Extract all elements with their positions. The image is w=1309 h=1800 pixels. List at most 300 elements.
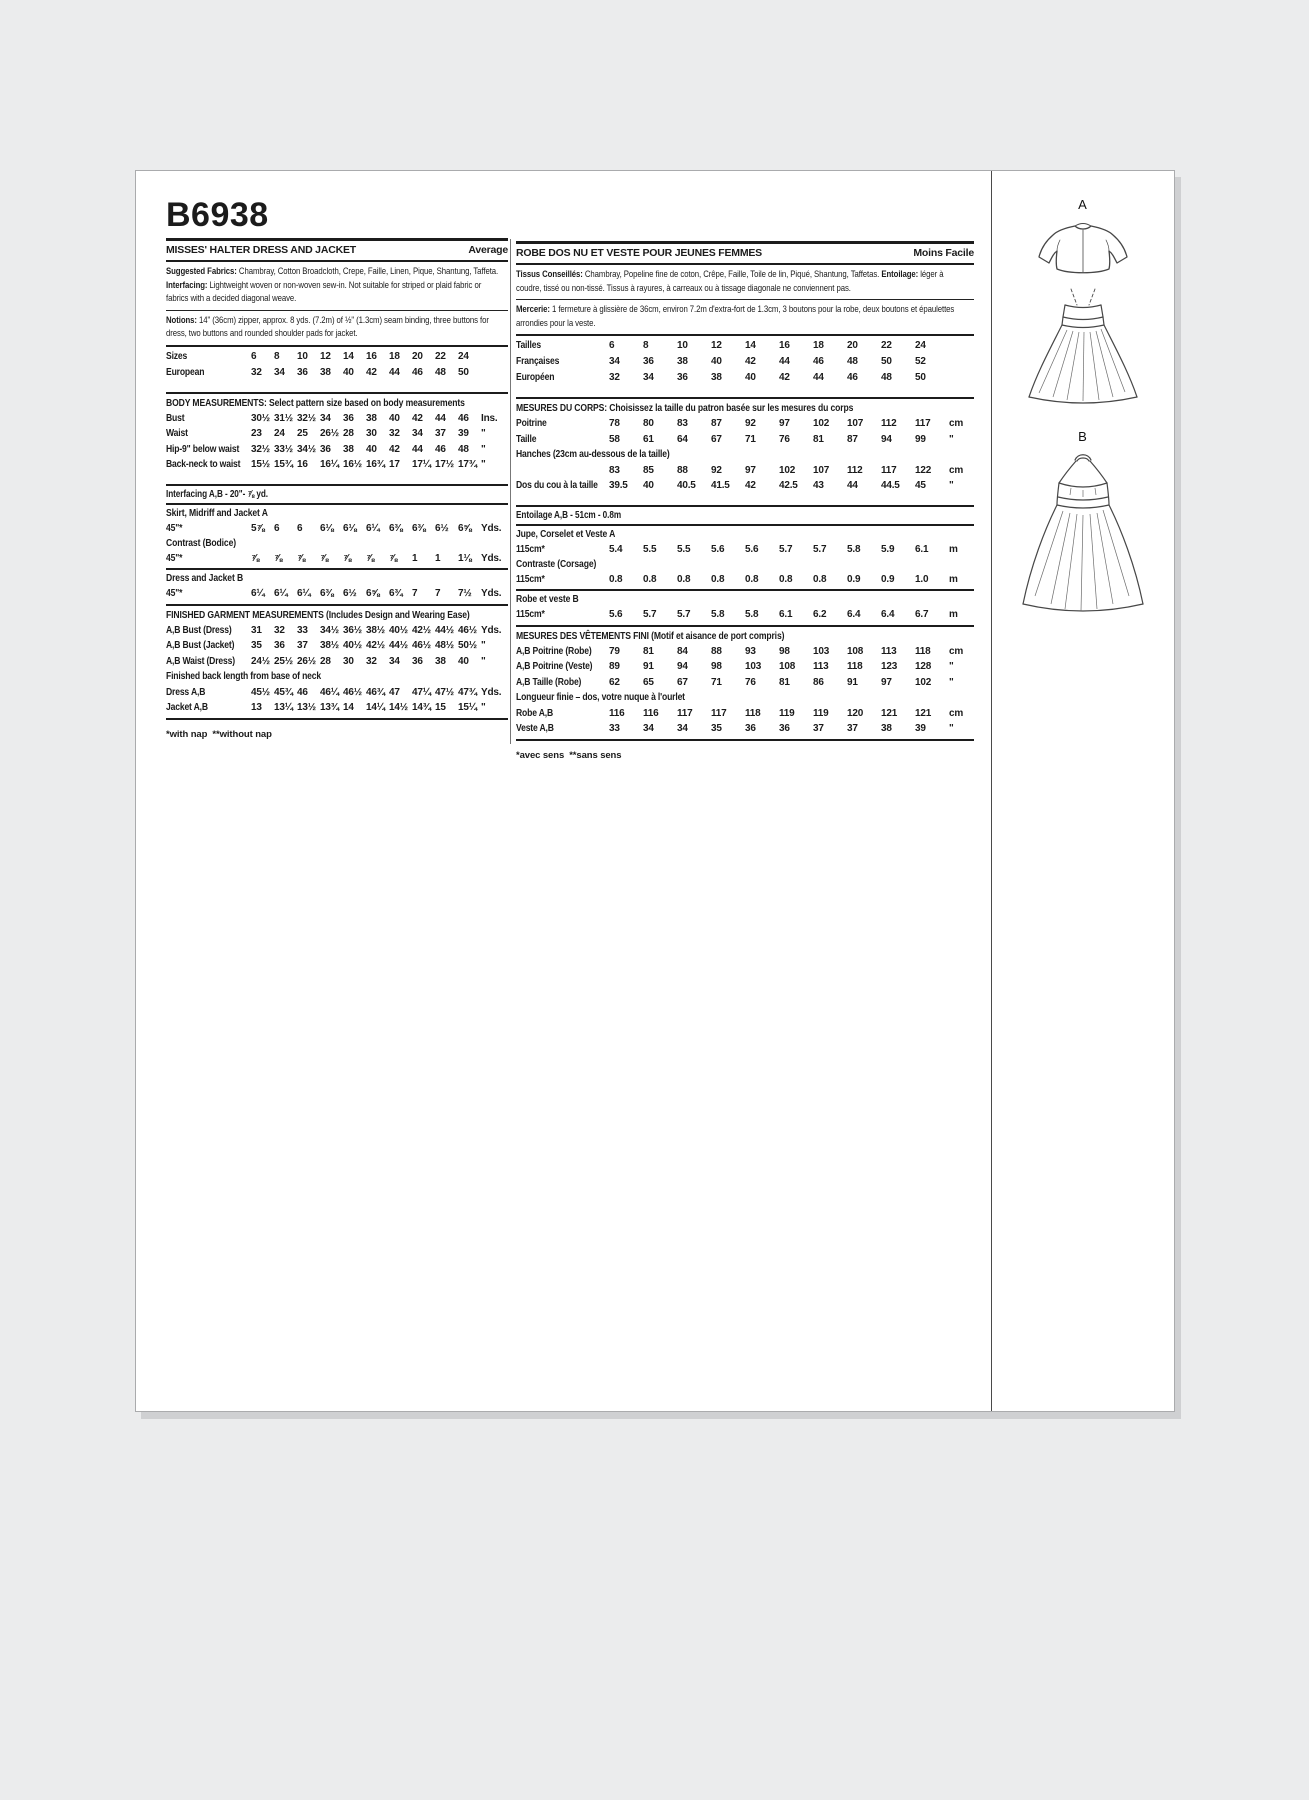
- nap-footnote-en: *with nap **without nap: [166, 728, 272, 740]
- table-row: [166, 349, 508, 365]
- cell-value: 13½: [297, 702, 316, 713]
- cell-value: 10: [297, 350, 308, 362]
- cell-value: 37: [847, 723, 858, 734]
- cell-value: 0.9: [881, 573, 895, 585]
- cell-value: 16: [297, 459, 308, 470]
- unit-cell: ": [949, 676, 954, 688]
- english-title-row: [166, 243, 508, 258]
- cell-value: 39: [458, 428, 469, 439]
- cell-value: 24: [915, 340, 926, 351]
- row-label: A,B Poitrine (Robe): [516, 645, 592, 657]
- cell-value: 46: [297, 686, 308, 698]
- cell-value: 45¾: [274, 686, 293, 698]
- cell-value: 34: [274, 366, 285, 378]
- row-label: Tailles: [516, 340, 541, 351]
- cell-value: 36: [297, 366, 308, 378]
- cell-value: 118: [847, 661, 863, 672]
- cell-value: 8: [643, 340, 649, 351]
- cell-value: 44: [813, 372, 824, 383]
- cell-value: 1: [435, 552, 441, 564]
- cell-value: 34: [412, 428, 423, 439]
- unit-cell: cm: [949, 645, 964, 657]
- cell-value: 50: [915, 372, 926, 383]
- unit-cell: ": [949, 480, 954, 491]
- cell-value: 26½: [297, 655, 316, 667]
- row-label: 45"*: [166, 552, 183, 564]
- row-label: Waist: [166, 428, 188, 439]
- table-row: [166, 586, 508, 602]
- divider: [516, 505, 974, 507]
- table-row: [166, 521, 508, 537]
- cell-value: 6¼: [366, 523, 380, 534]
- divider: [166, 310, 508, 311]
- cell-value: 5.7: [813, 544, 827, 555]
- cell-value: 20: [847, 340, 858, 351]
- cell-value: 17½: [435, 459, 454, 470]
- cell-value: 44: [847, 480, 858, 491]
- unit-cell: Yds.: [481, 552, 502, 564]
- divider: [516, 589, 974, 591]
- cell-value: 103: [745, 661, 762, 672]
- cell-value: 35: [251, 640, 262, 651]
- cell-value: 6½: [343, 588, 357, 599]
- row-label: Robe A,B: [516, 707, 554, 719]
- cell-value: 50: [458, 366, 469, 378]
- cell-value: 6¾: [389, 588, 403, 599]
- cell-value: 5.6: [711, 544, 725, 555]
- cell-value: 0.8: [677, 573, 691, 585]
- cell-value: 15¾: [274, 459, 293, 470]
- cell-value: 46½: [458, 624, 477, 636]
- interfacing-note-fr: Entoilage A,B - 51cm - 0.8m: [516, 509, 622, 521]
- cell-value: 47¾: [458, 686, 477, 698]
- divider: [166, 238, 508, 241]
- cell-value: 7: [435, 588, 441, 599]
- yardage-section-label: Contraste (Corsage): [516, 558, 597, 570]
- cell-value: 42: [366, 366, 377, 378]
- body-measurements-table-en: [166, 411, 508, 473]
- cell-value: 91: [643, 661, 654, 672]
- cell-value: 40½: [389, 624, 408, 636]
- cell-value: 12: [711, 340, 722, 351]
- cell-value: 6⅝: [366, 588, 380, 599]
- divider: [166, 392, 508, 394]
- row-label: Taille: [516, 433, 537, 445]
- cell-value: 47½: [435, 686, 454, 698]
- unit-cell: Yds.: [481, 523, 502, 534]
- lead-in-label: Tissus Conseillés:: [516, 269, 583, 280]
- cell-value: 80: [643, 418, 654, 429]
- cell-value: 107: [813, 464, 830, 476]
- table-row: [516, 542, 974, 558]
- lead-in-label: Notions:: [166, 314, 197, 326]
- dress-a-skirt-illustration: [1013, 285, 1153, 407]
- table-row: [166, 700, 508, 716]
- cell-value: 6⅜: [320, 588, 334, 599]
- cell-value: 5.8: [847, 544, 861, 555]
- cell-value: 93: [745, 645, 756, 657]
- cell-value: 0.8: [813, 573, 827, 585]
- divider: [166, 718, 508, 720]
- cell-value: 40: [643, 480, 654, 491]
- cell-value: 46: [435, 443, 446, 455]
- suggested-fabrics-text: Suggested Fabrics: Chambray, Cotton Broadcloth, Crepe, Faille, Linen, Pique, Shantung, Taffeta. Interfacing: Lightweight woven or non-woven sew-in. Not suitable for striped or plaid fabric or fabrics with a decided diagonal weave.: [166, 266, 499, 304]
- cell-value: 83: [677, 418, 688, 429]
- cell-value: 5.6: [609, 609, 623, 620]
- cell-value: 18: [389, 350, 400, 362]
- cell-value: 14½: [389, 702, 408, 713]
- cell-value: 38: [435, 655, 446, 667]
- garment-title-en: MISSES' HALTER DRESS AND JACKET: [166, 244, 356, 256]
- row-label: Hanches (23cm au-dessous de la taille): [516, 449, 670, 460]
- cell-value: 42: [745, 480, 756, 491]
- row-label: 115cm*: [516, 573, 545, 585]
- cell-value: 52: [915, 356, 926, 367]
- table-row: [516, 690, 974, 706]
- row-label: Européen: [516, 372, 555, 383]
- cell-value: 87: [847, 433, 858, 445]
- row-label: 45"*: [166, 523, 183, 534]
- cell-value: 48: [847, 356, 858, 367]
- row-label: 115cm*: [516, 544, 545, 555]
- yardage-section-label: Contrast (Bodice): [166, 537, 236, 549]
- interfacing-note-en: Interfacing A,B - 20"- ⅞ yd.: [166, 488, 269, 500]
- cell-value: 35: [711, 723, 722, 734]
- unit-cell: Yds.: [481, 588, 502, 599]
- cell-value: ⅞: [320, 552, 329, 564]
- cell-value: 50½: [458, 640, 477, 651]
- cell-value: 24½: [251, 655, 270, 667]
- cell-value: 5.8: [745, 609, 759, 620]
- cell-value: 16¾: [366, 459, 385, 470]
- cell-value: 97: [779, 418, 790, 429]
- halter-dress-b-illustration: [1013, 449, 1153, 627]
- cell-value: 44: [779, 356, 790, 367]
- cell-value: 42: [389, 443, 400, 455]
- yardage-section-label: Skirt, Midriff and Jacket A: [166, 508, 268, 519]
- cell-value: 34½: [297, 443, 316, 455]
- cell-value: 48½: [435, 640, 454, 651]
- cell-value: ⅞: [251, 552, 260, 564]
- lead-in-label: Mercerie:: [516, 304, 550, 315]
- table-row: [166, 426, 508, 442]
- cell-value: 36: [274, 640, 285, 651]
- cell-value: 61: [643, 433, 654, 445]
- cell-value: 67: [677, 676, 688, 688]
- cell-value: 32: [609, 372, 620, 383]
- cell-value: 88: [711, 645, 722, 657]
- row-label: Jacket A,B: [166, 702, 208, 713]
- cell-value: 6.1: [915, 544, 929, 555]
- cell-value: 17¼: [412, 459, 431, 470]
- cell-value: 81: [813, 433, 824, 445]
- cell-value: 5.7: [643, 609, 657, 620]
- lead-in-label: Entoilage:: [881, 269, 919, 280]
- row-label: A,B Taille (Robe): [516, 676, 582, 688]
- cell-value: 0.8: [779, 573, 793, 585]
- table-row: [516, 572, 974, 588]
- cell-value: 98: [779, 645, 790, 657]
- cell-value: 48: [881, 372, 892, 383]
- suggested-fabrics-text-fr: Tissus Conseillés: Chambray, Popeline fine de coton, Crêpe, Faille, Toile de lin, Piqué, Shantung, Taffetas. Entoilage: léger à coudre, tissé ou non-tissé. Tissus à rayures, à carreaux ou à tissage diagonale ne conviennent pas.: [516, 269, 944, 294]
- divider: [516, 299, 974, 300]
- cell-value: 5⅞: [251, 523, 265, 534]
- cell-value: 47¼: [412, 686, 431, 698]
- unit-cell: ": [949, 433, 954, 445]
- cell-value: 88: [677, 464, 688, 476]
- cell-value: 7: [412, 588, 418, 599]
- cell-value: 18: [813, 340, 824, 351]
- cell-value: 32: [366, 655, 377, 667]
- cell-value: 48: [435, 366, 446, 378]
- body-measurements-header-fr: MESURES DU CORPS: Choisissez la taille du patron basée sur les mesures du corps: [516, 403, 854, 414]
- lead-in-label: Interfacing:: [166, 279, 208, 291]
- cell-value: 91: [847, 676, 858, 688]
- cell-value: 37: [435, 428, 446, 439]
- cell-value: 46: [847, 372, 858, 383]
- cell-value: ⅞: [297, 552, 306, 564]
- cell-value: 5.9: [881, 544, 895, 555]
- row-label: Finished back length from base of neck: [166, 671, 321, 682]
- cell-value: 118: [745, 707, 761, 719]
- divider: [516, 241, 974, 244]
- cell-value: 112: [847, 464, 863, 476]
- cell-value: 46: [412, 366, 423, 378]
- cell-value: 116: [643, 707, 659, 719]
- body-measurements-table-fr: [516, 416, 974, 494]
- cell-value: 46¾: [366, 686, 385, 698]
- divider: [516, 524, 974, 526]
- divider: [166, 484, 508, 486]
- cell-value: ⅞: [343, 552, 352, 564]
- cell-value: 6.2: [813, 609, 827, 620]
- cell-value: 44½: [435, 624, 454, 636]
- cell-value: 103: [813, 645, 830, 657]
- cell-value: 38: [366, 412, 377, 424]
- table-row: [516, 659, 974, 675]
- cell-value: ⅞: [366, 552, 375, 564]
- cell-value: 25: [297, 428, 308, 439]
- row-label: Dos du cou à la taille: [516, 480, 598, 491]
- yardage-section-label: Dress and Jacket B: [166, 573, 244, 584]
- notions-text-fr: Mercerie: 1 fermeture à glissière de 36cm, environ 7.2m d'extra-fort de 1.3cm, 3 boutons pour la robe, deux boutons et épaulettes arrondies pour la veste.: [516, 304, 955, 329]
- cell-value: 40: [343, 366, 354, 378]
- divider: [516, 334, 974, 336]
- cell-value: ⅞: [389, 552, 398, 564]
- cell-value: 123: [881, 661, 898, 672]
- divider: [516, 397, 974, 399]
- lead-in-label: Entoilage A,B: [516, 509, 568, 521]
- view-a-label: A: [1078, 197, 1087, 212]
- lead-in-label: Suggested Fabrics:: [166, 266, 237, 277]
- cell-value: 43: [813, 480, 824, 491]
- table-row: [166, 654, 508, 670]
- cell-value: 13¾: [320, 702, 339, 713]
- cell-value: 64: [677, 433, 688, 445]
- cell-value: 42.5: [779, 480, 798, 491]
- cell-value: 28: [343, 428, 354, 439]
- row-label: Poitrine: [516, 418, 547, 429]
- cell-value: 26½: [320, 428, 339, 439]
- table-row: [166, 623, 508, 639]
- notions-text: Notions: 14" (36cm) zipper, approx. 8 yds. (7.2m) of ½" (1.3cm) seam binding, three buttons for dress, two buttons and rounded shoulder pads for jacket.: [166, 314, 489, 339]
- divider: [516, 263, 974, 265]
- cell-value: 0.8: [643, 573, 657, 585]
- cell-value: 128: [915, 661, 932, 672]
- cell-value: 78: [609, 418, 620, 429]
- cell-value: 99: [915, 433, 926, 445]
- cell-value: 32: [389, 428, 400, 439]
- cell-value: 121: [915, 707, 932, 719]
- table-row: [516, 706, 974, 722]
- cell-value: 44: [389, 366, 400, 378]
- french-column: [516, 195, 974, 761]
- cell-value: 94: [881, 433, 892, 445]
- cell-value: 118: [915, 645, 931, 657]
- cell-value: 113: [881, 645, 897, 657]
- cell-value: 112: [881, 418, 897, 429]
- cell-value: 13: [251, 702, 262, 713]
- cell-value: 28: [320, 655, 331, 667]
- cell-value: 108: [847, 645, 864, 657]
- cell-value: 6: [251, 350, 257, 362]
- finished-garment-header-fr: MESURES DES VÊTEMENTS FINI (Motif et aisance de port compris): [516, 630, 785, 642]
- cell-value: 46: [813, 356, 824, 367]
- cell-value: 30: [366, 428, 377, 439]
- cell-value: 5.5: [677, 544, 691, 555]
- cell-value: 119: [779, 707, 795, 719]
- unit-cell: m: [949, 609, 958, 620]
- table-row: [516, 721, 974, 737]
- cell-value: 34: [320, 412, 331, 424]
- finished-garment-header-en: FINISHED GARMENT MEASUREMENTS (Includes Design and Wearing Ease): [166, 609, 470, 621]
- cell-value: 0.8: [711, 573, 725, 585]
- cell-value: 117: [711, 707, 727, 719]
- table-row: [516, 354, 974, 370]
- sizes-table-en: [166, 349, 508, 381]
- row-label: Veste A,B: [516, 723, 554, 734]
- row-label: 115cm*: [516, 609, 545, 620]
- cell-value: 113: [813, 661, 829, 672]
- cell-value: 16: [366, 350, 377, 362]
- cell-value: 34: [609, 356, 620, 367]
- jacket-a-illustration: [1033, 217, 1133, 279]
- cell-value: 46: [458, 412, 469, 424]
- cell-value: 5.7: [677, 609, 691, 620]
- cell-value: 5.8: [711, 609, 725, 620]
- cell-value: 6⅜: [412, 523, 426, 534]
- cell-value: 84: [677, 645, 688, 657]
- cell-value: 22: [881, 340, 892, 351]
- unit-cell: ": [481, 428, 486, 439]
- cell-value: 15½: [251, 459, 270, 470]
- garment-title-fr: ROBE DOS NU ET VESTE POUR JEUNES FEMMES: [516, 247, 762, 259]
- cell-value: 41.5: [711, 480, 730, 491]
- cell-value: 38: [343, 443, 354, 455]
- cell-value: 24: [458, 350, 469, 362]
- cell-value: 34: [677, 723, 688, 734]
- cell-value: 5.6: [745, 544, 759, 555]
- cell-value: 37: [297, 640, 308, 651]
- cell-value: 15: [435, 702, 446, 713]
- cell-value: 121: [881, 707, 898, 719]
- cell-value: 6.7: [915, 609, 929, 620]
- cell-value: 38½: [320, 640, 339, 651]
- cell-value: 117: [677, 707, 693, 719]
- cell-value: 6⅝: [458, 523, 472, 534]
- cell-value: 50: [881, 356, 892, 367]
- row-label: Longueur finie – dos, votre nuque à l'ourlet: [516, 692, 685, 703]
- cell-value: 46½: [412, 640, 431, 651]
- cell-value: 87: [711, 418, 722, 429]
- cell-value: 36: [343, 412, 354, 424]
- cell-value: 14: [343, 350, 354, 362]
- row-label: A,B Poitrine (Veste): [516, 661, 593, 672]
- cell-value: 42½: [366, 640, 385, 651]
- cell-value: 46½: [343, 686, 362, 698]
- cell-value: 92: [745, 418, 756, 429]
- cell-value: 46¼: [320, 686, 339, 698]
- cell-value: 122: [915, 464, 932, 476]
- cell-value: 5.7: [779, 544, 793, 555]
- cell-value: 16¼: [320, 459, 339, 470]
- cell-value: 120: [847, 707, 864, 719]
- cell-value: 65: [643, 676, 654, 688]
- cell-value: 6½: [435, 523, 449, 534]
- unit-cell: ": [949, 661, 954, 672]
- unit-cell: ": [481, 640, 486, 651]
- cell-value: 47: [389, 686, 400, 698]
- cell-value: 17¾: [458, 459, 477, 470]
- cell-value: 81: [779, 676, 790, 688]
- cell-value: 34: [389, 655, 400, 667]
- unit-cell: ": [481, 655, 486, 667]
- table-row: [516, 675, 974, 691]
- cell-value: 10: [677, 340, 688, 351]
- cell-value: 37: [813, 723, 824, 734]
- row-label: European: [166, 366, 205, 378]
- divider: [166, 568, 508, 570]
- cell-value: 42: [779, 372, 790, 383]
- table-row: [516, 463, 974, 479]
- cell-value: 34: [643, 723, 654, 734]
- cell-value: 6⅜: [389, 523, 403, 534]
- cell-value: 58: [609, 433, 620, 445]
- difficulty-label-fr: Moins Facile: [913, 247, 974, 259]
- cell-value: 16: [779, 340, 790, 351]
- row-label: Hip-9" below waist: [166, 443, 240, 455]
- cell-value: 36½: [343, 624, 362, 636]
- cell-value: 94: [677, 661, 688, 672]
- cell-value: 48: [458, 443, 469, 455]
- cell-value: 6.4: [881, 609, 895, 620]
- cell-value: 36: [412, 655, 423, 667]
- cell-value: 6: [274, 523, 280, 534]
- cell-value: 45½: [251, 686, 270, 698]
- table-row: [166, 457, 508, 473]
- cell-value: 108: [779, 661, 796, 672]
- cell-value: 39: [915, 723, 926, 734]
- cell-value: 44½: [389, 640, 408, 651]
- cell-value: 40: [366, 443, 377, 455]
- cell-value: 5.5: [643, 544, 657, 555]
- cell-value: 7½: [458, 588, 472, 599]
- unit-cell: cm: [949, 418, 964, 429]
- cell-value: 44: [412, 443, 423, 455]
- row-label: A,B Bust (Jacket): [166, 640, 235, 651]
- cell-value: 67: [711, 433, 722, 445]
- cell-value: 89: [609, 661, 620, 672]
